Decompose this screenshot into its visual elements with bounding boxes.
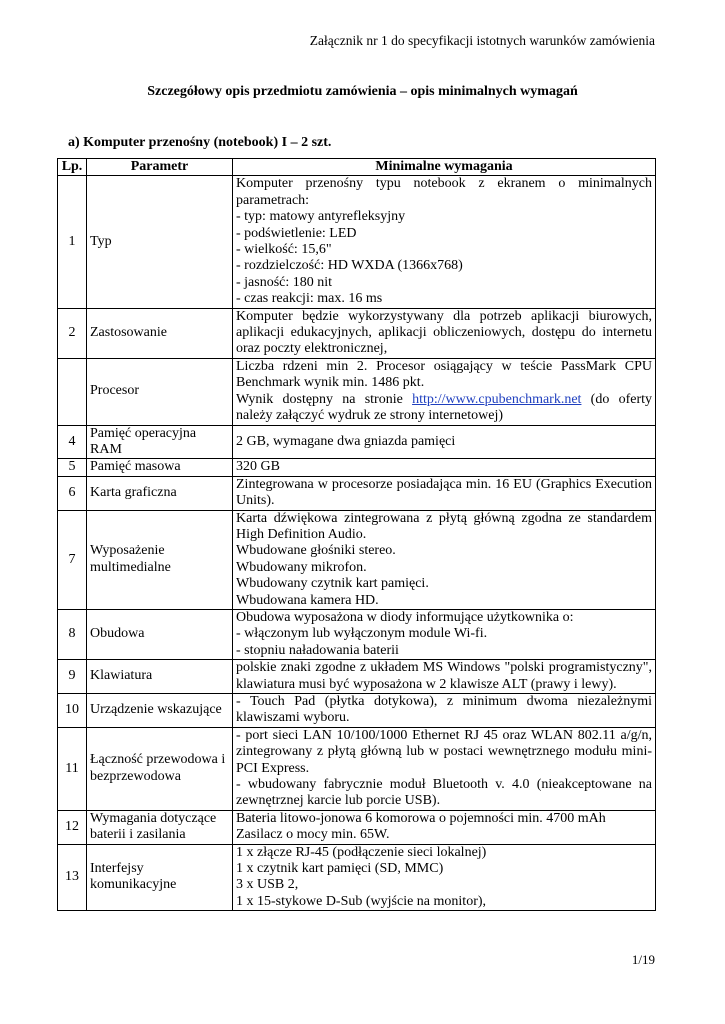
requirement-line: Zasilacz o mocy min. 65W. bbox=[236, 827, 390, 843]
requirement-line: polskie znaki zgodne z układem MS Windows "polski programistyczny", klawiatura musi być wyposażona w 2 klawisze ALT (prawy i lewy). bbox=[236, 660, 652, 692]
row-requirements bbox=[233, 660, 656, 694]
requirement-line: - typ: matowy antyrefleksyjny bbox=[236, 209, 406, 225]
requirement-line: 320 GB bbox=[236, 459, 280, 475]
row-requirements bbox=[233, 844, 656, 911]
row-parameter: Pamięć masowa bbox=[87, 459, 233, 476]
table-row bbox=[58, 358, 656, 425]
row-parameter: Typ bbox=[87, 176, 233, 308]
row-requirements bbox=[233, 510, 656, 609]
requirement-line bbox=[236, 392, 652, 425]
requirement-line: Wbudowany czytnik kart pamięci. bbox=[236, 576, 429, 592]
requirement-line: - włączonym lub wyłączonym module Wi-fi. bbox=[236, 626, 488, 642]
header-param: Parametr bbox=[87, 159, 233, 176]
requirement-line: Liczba rdzeni min 2. Procesor osiągający w teście PassMark CPU Benchmark wynik min. 1486 pkt. bbox=[236, 358, 652, 391]
row-parameter: Interfejsy komunikacyjne bbox=[87, 844, 233, 911]
row-requirements bbox=[233, 810, 656, 844]
row-parameter: Obudowa bbox=[87, 609, 233, 659]
row-parameter: Wymagania dotyczące baterii i zasilania bbox=[87, 810, 233, 844]
row-number: 11 bbox=[58, 727, 87, 810]
row-requirements bbox=[233, 609, 656, 659]
row-parameter: Karta graficzna bbox=[87, 476, 233, 510]
row-requirements bbox=[233, 308, 656, 358]
table-row bbox=[58, 660, 656, 694]
requirement-line: Zintegrowana w procesorze posiadająca min. 16 EU (Graphics Execution Units). bbox=[236, 476, 652, 509]
row-number: 4 bbox=[58, 425, 87, 459]
row-number: 10 bbox=[58, 694, 87, 728]
row-parameter: Wyposażenie multimedialne bbox=[87, 510, 233, 609]
row-number: 6 bbox=[58, 476, 87, 510]
table-row bbox=[58, 176, 656, 308]
page-number: 1/19 bbox=[631, 952, 655, 967]
row-requirements bbox=[233, 459, 656, 476]
requirement-line: Obudowa wyposażona w diody informujące użytkownika o: bbox=[236, 609, 574, 625]
requirement-line: - jasność: 180 nit bbox=[236, 274, 333, 290]
table-row bbox=[58, 727, 656, 810]
row-number: 1 bbox=[58, 176, 87, 308]
table-header-row bbox=[58, 159, 656, 176]
requirement-line: Wbudowany mikrofon. bbox=[236, 559, 367, 575]
requirement-text: (do oferty należy załączyć wydruk ze strony internetowej) bbox=[236, 391, 653, 424]
table-row bbox=[58, 308, 656, 358]
requirement-line: - Touch Pad (płytka dotykowa), z minimum dwoma niezależnymi klawiszami wyboru. bbox=[236, 694, 652, 726]
requirement-text: Wynik dostępny na stronie bbox=[236, 391, 413, 407]
requirement-line: 1 x czytnik kart pamięci (SD, MMC) bbox=[236, 861, 444, 877]
requirement-line: 3 x USB 2, bbox=[236, 877, 299, 893]
row-number: 9 bbox=[58, 660, 87, 694]
row-requirements bbox=[233, 727, 656, 810]
table-row bbox=[58, 810, 656, 844]
row-number: 8 bbox=[58, 609, 87, 659]
requirement-line: - wielkość: 15,6" bbox=[236, 242, 332, 258]
row-parameter: Klawiatura bbox=[87, 660, 233, 694]
row-number: 7 bbox=[58, 510, 87, 609]
row-requirements bbox=[233, 694, 656, 728]
requirement-line: 1 x złącze RJ-45 (podłączenie sieci lokalnej) bbox=[236, 844, 487, 860]
requirement-line: - rozdzielczość: HD WXDA (1366x768) bbox=[236, 258, 463, 274]
row-requirements bbox=[233, 476, 656, 510]
table-row bbox=[58, 844, 656, 911]
requirement-line: Wbudowane głośniki stereo. bbox=[236, 543, 396, 559]
row-number: 13 bbox=[58, 844, 87, 911]
header-req: Minimalne wymagania bbox=[233, 159, 656, 176]
row-number: 2 bbox=[58, 308, 87, 358]
requirement-line: Wbudowana kamera HD. bbox=[236, 592, 379, 608]
requirement-line: Komputer przenośny typu notebook z ekranem o minimalnych parametrach: bbox=[236, 176, 652, 208]
row-parameter: Łączność przewodowa i bezprzewodowa bbox=[87, 727, 233, 810]
requirement-line: - wbudowany fabrycznie moduł Bluetooth v. 4.0 (nieakceptowane na zewnętrznej karcie lub porcie USB). bbox=[236, 777, 652, 809]
header-lp: Lp. bbox=[58, 159, 87, 176]
table-row bbox=[58, 476, 656, 510]
document-title: Szczegółowy opis przedmiotu zamówienia – opis minimalnych wymagań bbox=[147, 84, 578, 99]
requirement-line: 1 x 15-stykowe D-Sub (wyjście na monitor), bbox=[236, 893, 487, 909]
row-number: 5 bbox=[58, 459, 87, 476]
table-row bbox=[58, 609, 656, 659]
header-note: Załącznik nr 1 do specyfikacji istotnych warunków zamówienia bbox=[309, 33, 655, 48]
cpubenchmark-link[interactable]: http://www.cpubenchmark.net bbox=[412, 391, 582, 407]
requirement-line: - czas reakcji: max. 16 ms bbox=[236, 291, 383, 307]
row-requirements bbox=[233, 358, 656, 425]
table-row bbox=[58, 510, 656, 609]
requirement-line: - stopniu naładowania baterii bbox=[236, 642, 399, 658]
row-requirements bbox=[233, 176, 656, 308]
section-title: a) Komputer przenośny (notebook) I – 2 szt. bbox=[68, 135, 332, 150]
requirement-line: Karta dźwiękowa zintegrowana z płytą główną zgodna ze standardem High Definition Audio. bbox=[236, 510, 652, 542]
row-parameter: Zastosowanie bbox=[87, 308, 233, 358]
row-requirements bbox=[233, 425, 656, 459]
row-parameter: Urządzenie wskazujące bbox=[87, 694, 233, 728]
requirement-line: 2 GB, wymagane dwa gniazda pamięci bbox=[236, 433, 456, 449]
table-row bbox=[58, 694, 656, 728]
requirement-line: Komputer będzie wykorzystywany dla potrzeb aplikacji biurowych, aplikacji edukacyjnych, aplikacji obliczeniowych, dostępu do internetu oraz poczty elektronicznej, bbox=[236, 308, 652, 357]
row-parameter: Procesor bbox=[87, 358, 233, 425]
row-number: 12 bbox=[58, 810, 87, 844]
requirement-line: - port sieci LAN 10/100/1000 Ethernet RJ 45 oraz WLAN 802.11 a/g/n, zintegrowany z płytą główną lub w postaci wewnętrznego modułu mini-PCI Express. bbox=[236, 727, 652, 776]
requirement-line: - podświetlenie: LED bbox=[236, 225, 357, 241]
row-number bbox=[58, 358, 87, 425]
row-parameter: Pamięć operacyjna RAM bbox=[87, 425, 233, 459]
requirements-table bbox=[57, 158, 656, 911]
table-row bbox=[58, 459, 656, 476]
table-row bbox=[58, 425, 656, 459]
requirement-line: Bateria litowo-jonowa 6 komorowa o pojemności min. 4700 mAh bbox=[236, 810, 606, 826]
